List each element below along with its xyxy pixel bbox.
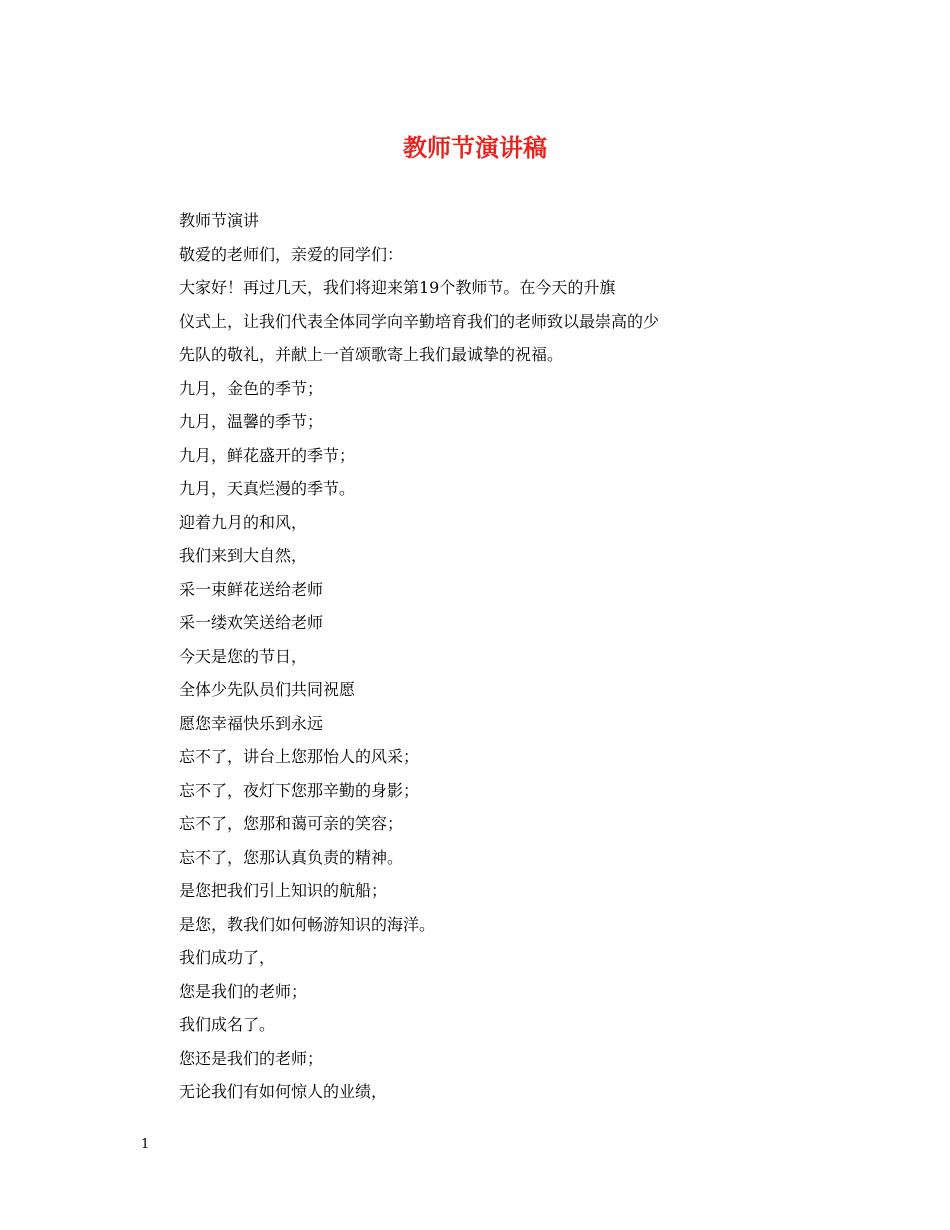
document-body (179, 204, 779, 1109)
body-line: 愿您幸福快乐到永远 (179, 713, 324, 733)
body-line: 是您把我们引上知识的航船； (179, 881, 388, 900)
body-line: 无论我们有如何惊人的业绩， (179, 1082, 388, 1101)
body-line: 忘不了，讲台上您那怡人的风采； (179, 747, 420, 766)
body-line: 采一束鲜花送给老师 (179, 579, 324, 599)
body-line: 忘不了，夜灯下您那辛勤的身影； (179, 780, 420, 800)
body-line: 敬爱的老师们，亲爱的同学们： (179, 244, 404, 264)
body-line: 我们来到大自然， (179, 546, 308, 565)
page-number: 1 (141, 1137, 150, 1152)
body-line: 您是我们的老师； (179, 981, 308, 1001)
body-line: 大家好！再过几天，我们将迎来第19个教师节。在今天的升旗 (179, 278, 616, 297)
body-line: 我们成名了。 (179, 1015, 276, 1034)
body-line: 忘不了，您那认真负责的精神。 (179, 847, 404, 867)
body-line: 九月，温馨的季节； (179, 412, 324, 431)
body-line: 今天是您的节日， (179, 646, 308, 666)
body-line: 我们成功了， (179, 948, 276, 967)
body-line: 九月，金色的季节； (179, 378, 324, 398)
body-line: 忘不了，您那和蔼可亲的笑容； (179, 814, 404, 833)
body-line: 全体少先队员们共同祝愿 (179, 680, 356, 699)
body-line: 迎着九月的和风， (179, 512, 308, 532)
body-line: 仪式上，让我们代表全体同学向辛勤培育我们的老师致以最崇高的少 (179, 311, 660, 331)
body-line: 九月，天真烂漫的季节。 (179, 479, 356, 498)
body-line: 您还是我们的老师； (179, 1048, 324, 1068)
body-line: 是您，教我们如何畅游知识的海洋。 (179, 914, 436, 934)
body-line: 先队的敬礼，并献上一首颂歌寄上我们最诚挚的祝福。 (179, 345, 564, 364)
body-line: 九月，鲜花盛开的季节； (179, 445, 356, 465)
document-title: 教师节演讲稿 (403, 133, 547, 162)
body-line: 教师节演讲 (179, 211, 260, 230)
body-line: 采一缕欢笑送给老师 (179, 613, 324, 632)
